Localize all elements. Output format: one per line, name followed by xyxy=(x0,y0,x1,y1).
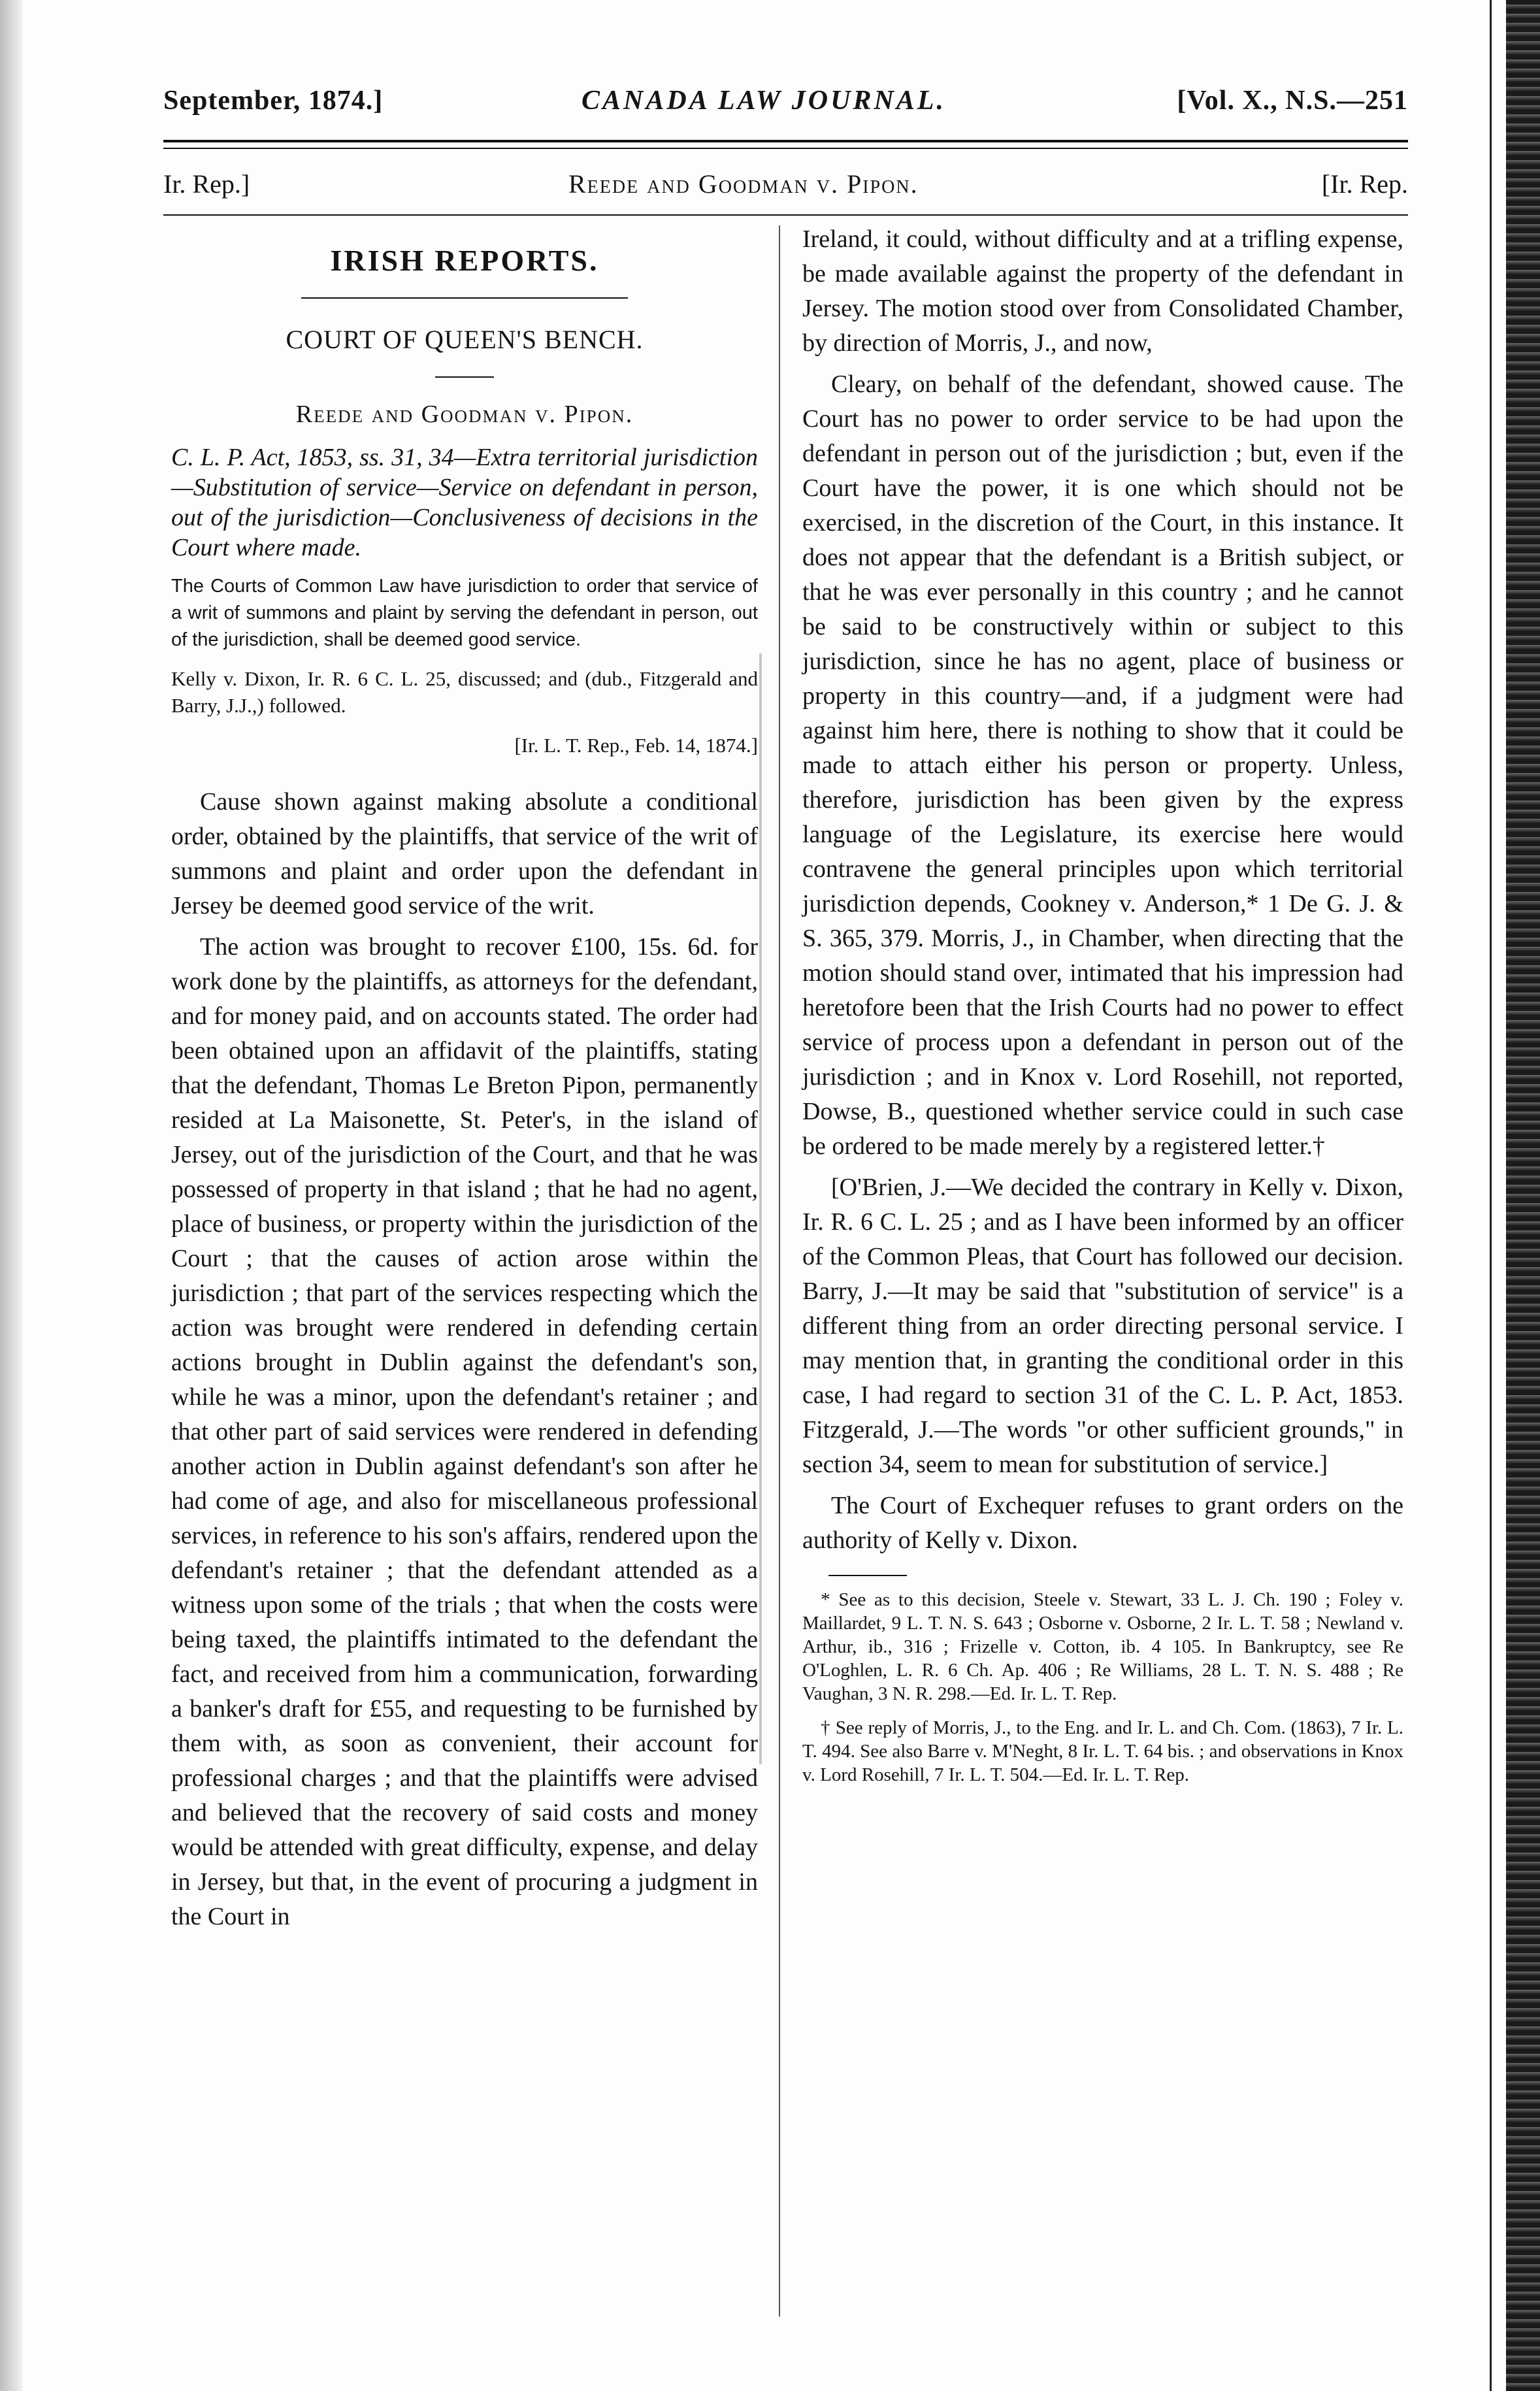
court-rule xyxy=(435,376,494,378)
case-name: Reede and Goodman v. Pipon. xyxy=(295,401,634,428)
journal-title: CANADA LAW JOURNAL. xyxy=(582,86,946,116)
subheader-right: [Ir. Rep. xyxy=(1321,169,1408,199)
paragraph: The action was brought to recover £100, 15s. 6d. for work done by the plaintiffs, as attorneys for the defendant, and for money paid, and on accounts stated. The order had been obtained upon an affidavit of the plaintiffs, stating that the defendant, Thomas Le Breton Pipon, permanently resided at La Maisonette, St. Peter's, in the island of Jersey, out of the jurisdiction of the Court, and that he was possessed of property in that island ; that he had no agent, place of business, or property within the jurisdiction of the Court ; that the causes of action arose within the jurisdiction ; that part of the services respecting which the action was brought were rendered in defending certain actions brought in Dublin against the defendant's son, while he was a minor, upon the defendant's retainer ; and that other part of said services were rendered in defending another action in Dublin against defendant's son after he had come of age, and also for miscellaneous professional services, in reference to his son's affairs, rendered upon the defendant's retainer ; that the defendant attended as a witness upon some of the trials ; that when the costs were being taxed, the plaintiffs intimated to the defendant the fact, and received from him a communication, forwarding a banker's draft for £55, and requesting to be furnished by them with, as soon as convenient, their account for professional charges ; and that the plaintiffs were advised and believed that the recovery of said costs and money would be attended with great difficulty, expense, and delay in Jersey, but that, in the event of procuring a judgment in the Court in xyxy=(171,933,758,1930)
court-name: COURT OF QUEEN'S BENCH. xyxy=(286,325,644,354)
footnote: † See reply of Morris, J., to the Eng. and Ir. L. and Ch. Com. (1863), 7 Ir. L. T. 494. See also Barre v. M'Neght, 8 Ir. L. T. 64 bis. ; and observations in Knox v. Lord Rosehill, 7 Ir. L. T. 504.—Ed. Ir. L. T. Rep. xyxy=(802,1717,1403,1785)
report-citation: [Ir. L. T. Rep., Feb. 14, 1874.] xyxy=(514,734,758,757)
section-title: IRISH REPORTS. xyxy=(330,244,599,277)
scanned-page-edge xyxy=(1506,0,1540,2391)
headnote: C. L. P. Act, 1853, ss. 31, 34—Extra territorial jurisdiction—Substitution of service—Service on defendant in person, out of the jurisdiction—Conclusiveness of decisions in the Court where made. xyxy=(171,444,758,561)
page-gutter-shadow xyxy=(0,0,22,2391)
holding: The Courts of Common Law have jurisdiction to order that service of a writ of summons and plaint by serving the defendant in person, out of the jurisdiction, shall be deemed good service. xyxy=(171,576,758,650)
paragraph: Cleary, on behalf of the defendant, showed cause. The Court has no power to order service to be had upon the defendant in person out of the jurisdiction ; but, even if the Court have the power, it is one which should not be exercised, in the discretion of the Court, in this instance. It does not appear that the defendant is a British subject, or that he was ever personally in this country ; and he cannot be said to be constructively within or subject to this jurisdiction, since he has no agent, place of business or property in this country—and, if a judgment were had against him here, there is nothing to show that it could be made to attach either his person or property. Unless, therefore, jurisdiction has been given by the express language of the Legislature, its exercise here would contravene the general principles upon which territorial jurisdiction depends, Cookney v. Anderson,* 1 De G. J. & S. 365, 379. Morris, J., in Chamber, when directing that the motion should stand over, intimated that his impression had heretofore been that the Irish Courts had no power to effect service of process upon a defendant in person out of the jurisdiction ; and in Knox v. Lord Rosehill, not reported, Dowse, B., questioned whether service could in such case be ordered to be made merely by a registered letter.† xyxy=(802,371,1403,1160)
running-subheader xyxy=(163,169,1408,208)
left-column xyxy=(171,229,758,1941)
subheader-rule xyxy=(163,214,1408,216)
column-divider xyxy=(779,225,780,2317)
subheader-left: Ir. Rep.] xyxy=(163,169,250,199)
footnote: * See as to this decision, Steele v. Stewart, 33 L. J. Ch. 190 ; Foley v. Maillardet, 9 L. T. N. S. 643 ; Osborne v. Osborne, 2 Ir. L. T. 58 ; Newland v. Arthur, ib., 316 ; Frizelle v. Cotton, ib. 4 105. In Bankruptcy, see Re O'Loghlen, L. R. 6 Ch. Ap. 406 ; Re Williams, 28 L. T. N. S. 488 ; Re Vaughan, 3 N. R. 298.—Ed. Ir. L. T. Rep. xyxy=(802,1589,1403,1704)
header-rule-thick xyxy=(163,140,1408,142)
header-rule-thin xyxy=(163,148,1408,149)
page-edge-line xyxy=(1490,0,1492,2391)
right-column xyxy=(802,222,1403,1797)
cited-case: Kelly v. Dixon, Ir. R. 6 C. L. 25, discussed; and (dub., Fitzgerald and Barry, J.J.,) followed. xyxy=(171,667,758,717)
paragraph: Cause shown against making absolute a conditional order, obtained by the plaintiffs, that service of the writ of summons and plaint and order upon the defendant in Jersey be deemed good service of the writ. xyxy=(171,788,758,919)
subheader-case: Reede and Goodman v. Pipon. xyxy=(568,169,919,199)
paragraph: [O'Brien, J.—We decided the contrary in Kelly v. Dixon, Ir. R. 6 C. L. 25 ; and as I have been informed by an officer of the Common Pleas, that Court has followed our decision. Barry, J.—It may be said that "substitution of service" is a different thing from an order directing personal service. I may mention that, in granting the conditional order in this case, I had regard to section 31 of the C. L. P. Act, 1853. Fitzgerald, J.—The words "or other sufficient grounds," in section 34, seem to mean for substitution of service.] xyxy=(802,1174,1403,1478)
pencil-margin-mark xyxy=(759,653,762,1764)
paragraph: Ireland, it could, without difficulty and at a trifling expense, be made available against the property of the defendant in Jersey. The motion stood over from Consolidated Chamber, by direction of Morris, J., and now, xyxy=(802,225,1403,357)
running-header xyxy=(163,85,1408,131)
title-rule xyxy=(301,297,628,299)
volume-page-number: [Vol. X., N.S.—251 xyxy=(1177,86,1408,116)
footnote-rule xyxy=(828,1575,907,1576)
paragraph: The Court of Exchequer refuses to grant orders on the authority of Kelly v. Dixon. xyxy=(802,1492,1403,1554)
header-date: September, 1874.] xyxy=(163,86,384,116)
